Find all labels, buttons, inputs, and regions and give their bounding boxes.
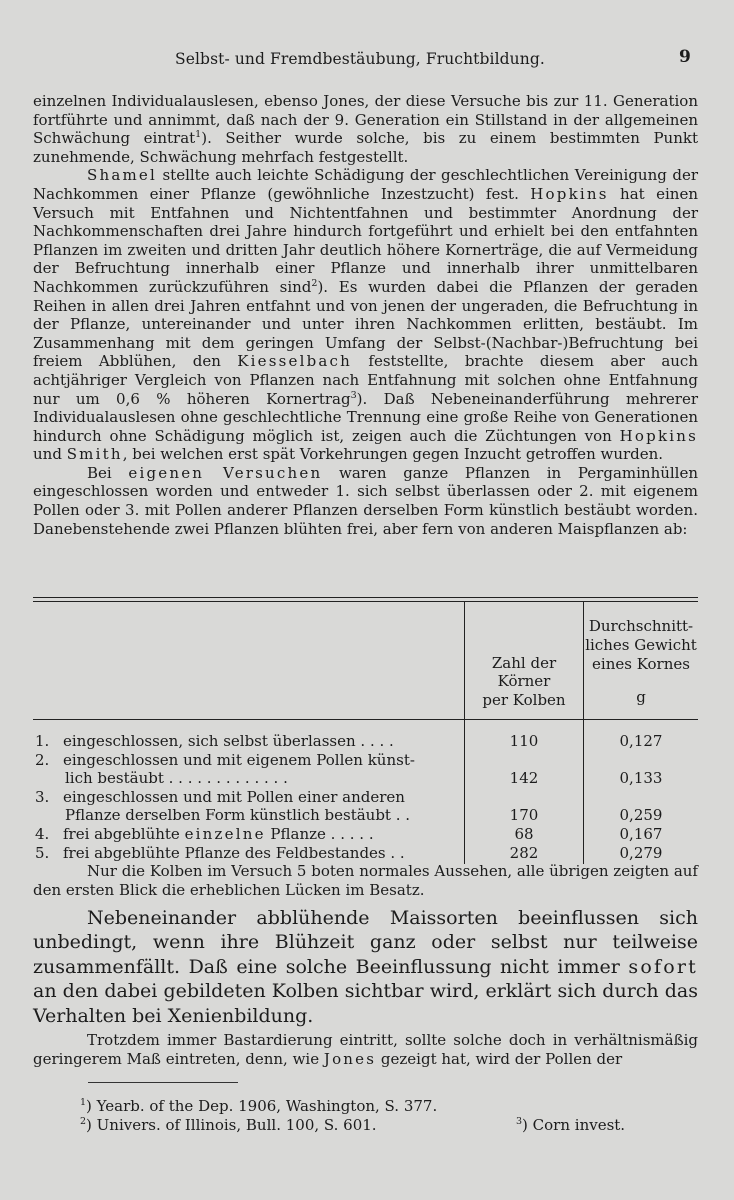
- cell-count: 282: [465, 844, 584, 865]
- table-header-row: [33, 602, 698, 719]
- paragraph-1: [33, 92, 698, 166]
- text-run: stellte auch leichte Schädigung der geschlechtlichen Vereinigung der Nachkommen einer Pflanze (gewöhnliche Inzestzucht) fest.: [33, 166, 698, 203]
- text-run: ). Es wurden dabei die Pflanzen der geraden Reihen in allen drei Jahren entfahnt und von jenen der ungeraden, die Befruchtung in der Pflanze, untereinander und unter ihren Nachkommen erlitten, bestäubt. Im Zusammenhang mit dem geringen Umfang der Selbst-(Nachbar-)Befruchtung bei freiem Abblühen, den: [33, 277, 698, 371]
- author-name: Kiesselbach: [237, 352, 353, 371]
- row-number: 3.: [35, 787, 50, 806]
- table-row: [33, 751, 698, 788]
- row-label: [33, 788, 465, 825]
- emphasis: sofort: [628, 955, 698, 978]
- row-label: [33, 825, 465, 844]
- header-text: per Kolben: [482, 690, 566, 709]
- text-run: Bei: [87, 463, 129, 482]
- row-text: lich bestäubt . . . . . . . . . . . . .: [65, 769, 288, 788]
- row-text: frei abgeblühte Pflanze des Feldbestandes . .: [63, 843, 405, 862]
- row-label: [33, 751, 465, 788]
- paragraph-4: Nur die Kolben im Versuch 5 boten normales Aussehen, alle übrigen zeigten auf den ersten Blick die erheblichen Lücken im Besatz.: [33, 862, 698, 899]
- row-text: eingeschlossen, sich selbst überlassen . . . .: [63, 732, 394, 750]
- row-text: Pflanze . . . . .: [265, 824, 374, 843]
- table-row: [33, 720, 698, 751]
- footnote-mark: 2: [80, 1115, 87, 1127]
- text-run: ). Seither wurde solche, bis zu einem bestimmten Punkt zunehmende, Schwächung mehrfach festgestellt.: [33, 129, 698, 166]
- header-text: Durchschnitt-: [588, 617, 694, 635]
- footnote-text: ) Yearb. of the Dep. 1906, Washington, S. 377.: [86, 1097, 438, 1115]
- emphasis: einzelne: [184, 824, 266, 843]
- after-table-text: [33, 862, 698, 899]
- text-run: feststellte, brachte diesem aber auch achtjähriger Vergleich von Pflanzen nach Entfahnung mit solchen ohne Entfahnung nur um 0,6 % höheren Kornertrag: [33, 352, 698, 408]
- text-run: gezeigt hat, wird der Pollen der: [376, 1049, 623, 1068]
- closing-text: [33, 1031, 698, 1068]
- text-run: , bei welchen erst spät Vorkehrungen gegen Inzucht getroffen wurden.: [122, 445, 664, 464]
- footnote-text: ) Univers. of Illinois, Bull. 100, S. 601.: [86, 1115, 377, 1134]
- text-run: Nebeneinander abblühende Maissorten beeinflussen sich unbedingt, wenn ihre Blühzeit ganz oder selbst nur teilweise zusammenfällt. Daß eine solche Beeinflussung nicht immer: [33, 907, 698, 978]
- footnote-rule: [88, 1082, 238, 1083]
- emphasized-statement: [33, 906, 698, 1028]
- text-run: ). Daß Nebeneinanderführung mehrerer Individualauslesen ohne geschlechtliche Trennung eine große Reihe von Generationen hindurch ohne Schädigung möglich ist, zeigen auch die Züchtungen von: [33, 389, 698, 445]
- footnote-ref-2: 2: [311, 277, 318, 289]
- page-number: 9: [679, 47, 691, 67]
- paragraph-3: [33, 464, 698, 538]
- header-count: [465, 602, 584, 719]
- text-run: einzelnen Individualauslesen, ebenso Jones, der diese Versuche bis zur 11. Generation fortführte und annimmt, daß nach der 9. Generation ein Stillstand in der allgemeinen Schwächung eintrat: [33, 92, 698, 148]
- cell-count: 170: [465, 788, 584, 825]
- table-row: [33, 825, 698, 844]
- footnotes: [80, 1097, 680, 1134]
- header-label-cell: [33, 602, 465, 719]
- row-text: eingeschlossen und mit Pollen einer anderen: [63, 787, 405, 806]
- footnote-2-line: [80, 1116, 680, 1135]
- row-text: frei abgeblühte: [63, 824, 185, 843]
- text-run: waren ganze Pflanzen in Pergaminhüllen eingeschlossen worden und entweder 1. sich selbst überlassen oder 2. mit eigenem Pollen oder 3. mit Pollen anderer Pflanzen derselben Form künstlich bestäubt worden. Danebenstehende zwei Pflanzen blühten frei, aber fern von anderen Maispflanzen ab:: [33, 463, 699, 538]
- paragraph-5: [33, 906, 698, 1028]
- header-text: Zahl der: [491, 653, 557, 672]
- row-number: 2.: [35, 750, 50, 769]
- cell-weight: 0,279: [584, 844, 699, 865]
- author-name: Smith: [66, 445, 123, 464]
- table-row: [33, 788, 698, 825]
- results-table: [33, 597, 698, 864]
- cell-weight: 0,259: [584, 788, 699, 825]
- footnote-mark: 1: [80, 1097, 87, 1108]
- footnote-text: ) Corn invest.: [522, 1115, 626, 1134]
- author-name: Shamel: [87, 166, 157, 185]
- row-number: 4.: [35, 824, 50, 843]
- weight-unit: g: [636, 688, 646, 706]
- cell-weight: 0,133: [584, 751, 699, 788]
- header-text: liches Gewicht: [585, 636, 697, 654]
- table-body: [33, 602, 698, 864]
- cell-count: 68: [465, 825, 584, 844]
- paragraph-2: [33, 166, 698, 464]
- footnote-1: [80, 1097, 680, 1116]
- emphasis: eigenen Versuchen: [128, 463, 323, 482]
- row-label: [33, 720, 465, 751]
- author-name: Jones: [323, 1049, 377, 1068]
- text-run: hat einen Versuch mit Entfahnen und Nichtentfahnen und bestimmter Anordnung der Nachkommenschaften drei Jahre hindurch fortgeführt und erhielt bei den entfahnten Pflanzen im zweiten und dritten Jahr deutlich höhere Kornerträge, die auf Vermeidung der Befruchtung innerhalb einer Pflanze und innerhalb ihrer unmittelbaren Nachkommen zurückzuführen sind: [33, 184, 698, 296]
- row-text: eingeschlossen und mit eigenem Pollen künst-: [63, 750, 415, 769]
- cell-weight: 0,167: [584, 825, 699, 844]
- header-text: Körner: [497, 672, 551, 690]
- cell-count: 142: [465, 751, 584, 788]
- running-title: Selbst- und Fremdbestäubung, Fruchtbildung.: [175, 50, 545, 68]
- footnote-ref-3: 3: [350, 389, 357, 401]
- cell-weight: 0,127: [584, 720, 699, 751]
- author-name: Hopkins: [619, 426, 698, 445]
- body-text: [33, 92, 698, 538]
- footnote-mark: 3: [516, 1115, 523, 1127]
- row-number: 5.: [35, 843, 50, 862]
- row-number: 1.: [35, 732, 50, 750]
- text-run: an den dabei gebildeten Kolben sichtbar wird, erklärt sich durch das Verhalten bei Xenienbildung.: [33, 980, 698, 1027]
- footnote-3: [516, 1116, 625, 1135]
- text-run: und: [33, 445, 67, 464]
- cell-count: 110: [465, 720, 584, 751]
- paragraph-6: [33, 1031, 698, 1068]
- author-name: Hopkins: [530, 184, 609, 203]
- header-text: eines Kornes: [592, 655, 690, 673]
- footnote-2: [80, 1116, 377, 1134]
- row-text: Pflanze derselben Form künstlich bestäubt . .: [65, 806, 411, 825]
- text-run: Trotzdem immer Bastardierung eintritt, sollte solche doch in verhältnismäßig geringerem Maß eintreten, denn, wie: [33, 1031, 698, 1068]
- header-weight: [584, 602, 699, 719]
- footnote-ref-1: 1: [195, 129, 202, 141]
